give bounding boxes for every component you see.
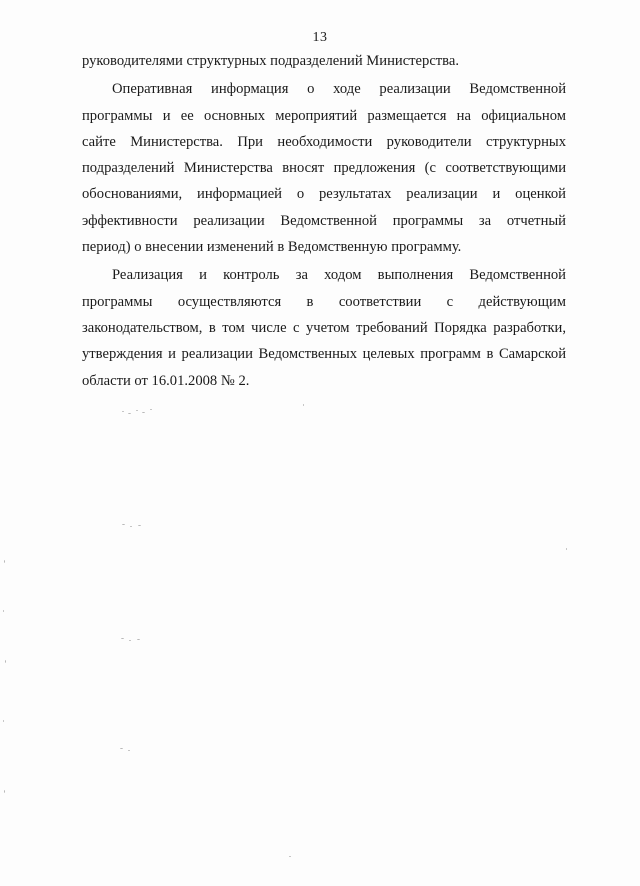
scan-speck bbox=[3, 610, 4, 612]
scan-speck bbox=[566, 548, 567, 550]
paragraph-info-publication bbox=[82, 76, 566, 260]
paragraph-line: обоснованиями, информацией о результатах реализации и оценкой bbox=[82, 186, 566, 203]
document-body bbox=[82, 48, 566, 394]
scan-speck bbox=[129, 640, 131, 641]
continuation-line: руководителями структурных подразделений Министерства. bbox=[82, 53, 460, 69]
paragraph-line: утверждения и реализации Ведомственных целевых программ в Самарской bbox=[82, 346, 566, 363]
scan-speck bbox=[122, 524, 125, 525]
paragraph-line: Реализация и контроль за ходом выполнения Ведомственной bbox=[112, 267, 566, 284]
scan-speck bbox=[128, 413, 131, 414]
paragraph-line: программы осуществляются в соответствии с действующим bbox=[82, 293, 566, 310]
paragraph-line: период) о внесении изменений в Ведомственную программу. bbox=[82, 239, 462, 256]
paragraph-implementation-control bbox=[82, 262, 566, 393]
page-number: 13 bbox=[312, 30, 328, 45]
paragraph-line: Оперативная информация о ходе реализации Ведомственной bbox=[112, 81, 566, 98]
paragraph-line: программы и ее основных мероприятий размещается на официальном bbox=[82, 107, 566, 124]
scan-speck bbox=[142, 412, 145, 413]
scan-speck bbox=[4, 790, 5, 793]
scan-speck bbox=[138, 525, 141, 526]
paragraph-line: эффективности реализации Ведомственной программы за отчетный bbox=[82, 212, 566, 229]
paragraph-line: законодательством, в том числе с учетом требований Порядка разработки, bbox=[82, 319, 566, 336]
scan-speck bbox=[137, 639, 140, 640]
scan-speck bbox=[289, 856, 291, 857]
scan-speck bbox=[121, 638, 124, 639]
scan-speck bbox=[128, 750, 130, 751]
paragraph-line: подразделений Министерства вносят предложения (с соответствующими bbox=[82, 160, 566, 177]
scan-speck bbox=[3, 720, 4, 722]
scan-speck bbox=[5, 660, 6, 663]
scan-speck bbox=[303, 404, 304, 406]
scan-speck bbox=[136, 410, 138, 411]
scan-speck bbox=[122, 411, 124, 412]
paragraph-line: области от 16.01.2008 № 2. bbox=[82, 372, 250, 389]
scan-speck bbox=[120, 748, 123, 749]
paragraph-line: сайте Министерства. При необходимости руководители структурных bbox=[82, 133, 566, 150]
scan-speck bbox=[150, 409, 152, 410]
scan-speck bbox=[130, 526, 132, 527]
scan-speck bbox=[4, 560, 5, 563]
